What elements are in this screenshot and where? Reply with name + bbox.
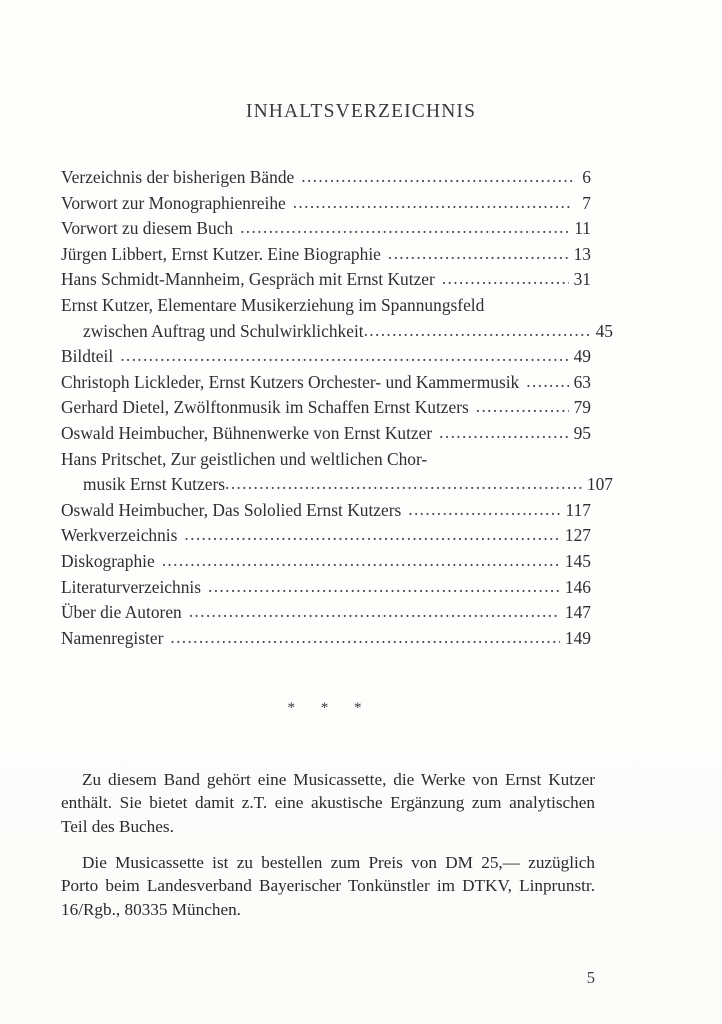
toc-entry-row <box>61 191 591 217</box>
dot-leader <box>208 574 560 600</box>
toc-entry-page-number: 11 <box>574 218 591 239</box>
toc-entry-row <box>61 165 591 191</box>
toc-entry-row <box>61 575 591 601</box>
page-title: INHALTSVERZEICHNIS <box>245 101 477 122</box>
toc-entry-title-line1: Ernst Kutzer, Elementare Musikerziehung im Spannungsfeld <box>61 294 485 315</box>
toc-entry-title: Bildteil <box>61 346 114 367</box>
toc-entry[interactable] <box>61 421 591 447</box>
toc-entry-row <box>61 421 591 447</box>
body-paragraph-2: Die Musicassette ist zu bestellen zum Preis von DM 25,— zuzüglich Porto beim Landesverband Bayerischer Tonkünstler im DTKV, Linprunstr. 16/Rgb., 80335 München. <box>61 853 595 919</box>
toc-entry-page-number: 45 <box>595 320 613 341</box>
toc-entry-title: Oswald Heimbucher, Das Sololied Ernst Kutzers <box>61 499 402 520</box>
toc-entry-row <box>61 395 591 421</box>
toc-entry-title: Diskographie <box>61 550 155 571</box>
toc-entry-title: Werkverzeichnis <box>61 525 178 546</box>
toc-entry-title: Vorwort zu diesem Buch <box>61 218 234 239</box>
dot-leader <box>189 599 560 625</box>
toc-entry[interactable] <box>61 293 613 344</box>
toc-entry-row <box>61 267 591 293</box>
toc-entry-title-line1: Hans Pritschet, Zur geistlichen und weltlichen Chor- <box>61 448 428 469</box>
toc-entry-row <box>61 523 591 549</box>
toc-entry-page-number: 6 <box>582 167 591 187</box>
toc-entry[interactable] <box>61 523 591 549</box>
toc-entry-title: Namenregister <box>61 627 164 648</box>
toc-entry[interactable] <box>61 370 591 396</box>
toc-entry-page-number: 107 <box>586 474 613 495</box>
toc-entry-page-number: 63 <box>573 371 591 392</box>
page-folio-number: 5 <box>586 968 595 987</box>
toc-entry-title-line2: musik Ernst Kutzers <box>83 474 226 495</box>
toc-entry-page-number: 49 <box>573 346 591 367</box>
dot-leader <box>184 522 559 548</box>
toc-entry-row <box>61 370 591 396</box>
table-of-contents <box>61 165 613 651</box>
section-separator: * * * <box>287 700 373 716</box>
toc-entry[interactable] <box>61 267 591 293</box>
toc-entry-row <box>61 216 591 242</box>
toc-entry-line2-row <box>61 472 613 498</box>
toc-entry[interactable] <box>61 216 591 242</box>
toc-entry[interactable] <box>61 549 591 575</box>
body-paragraph-1-block <box>61 768 595 838</box>
toc-entry[interactable] <box>61 600 591 626</box>
toc-entry[interactable] <box>61 165 591 191</box>
toc-entry-title: Oswald Heimbucher, Bühnenwerke von Ernst Kutzer <box>61 422 433 443</box>
dot-leader <box>293 190 572 216</box>
toc-entry-page-number: 7 <box>582 192 591 213</box>
dot-leader <box>526 369 568 395</box>
toc-entry-page-number: 127 <box>564 525 591 546</box>
dot-leader <box>170 625 560 651</box>
toc-entry-title: Über die Autoren <box>61 602 182 623</box>
dot-leader <box>240 215 569 241</box>
toc-entry[interactable] <box>61 575 591 601</box>
toc-entry[interactable] <box>61 395 591 421</box>
toc-entry-row <box>61 242 591 268</box>
toc-entry-page-number: 147 <box>564 602 591 623</box>
toc-entry-title: Hans Schmidt-Mannheim, Gespräch mit Ernst Kutzer <box>61 269 435 290</box>
toc-entry-row <box>61 498 591 524</box>
dot-leader <box>388 241 569 267</box>
toc-entry-title-line2: zwischen Auftrag und Schulwirklichkeit <box>83 320 364 341</box>
toc-entry[interactable] <box>61 191 591 217</box>
toc-entry-page-number: 31 <box>573 269 591 290</box>
dot-leader <box>120 343 568 369</box>
toc-entry-page-number: 146 <box>564 576 591 597</box>
body-paragraph-2-block <box>61 851 595 921</box>
dot-leader <box>442 266 569 292</box>
toc-entry-row <box>61 549 591 575</box>
dot-leader <box>225 471 582 497</box>
toc-entry-title: Christoph Lickleder, Ernst Kutzers Orchester- und Kammermusik <box>61 371 520 392</box>
toc-entry-title: Vorwort zur Monographienreihe <box>61 192 286 213</box>
toc-entry-row <box>61 344 591 370</box>
toc-entry-page-number: 95 <box>573 422 591 443</box>
toc-entry-page-number: 13 <box>573 243 591 264</box>
body-paragraph-1: Zu diesem Band gehört eine Musicassette, die Werke von Ernst Kutzer enthält. Sie bietet damit z.T. eine akustische Ergänzung zum analytischen Teil des Buches. <box>61 770 595 836</box>
toc-entry[interactable] <box>61 447 613 498</box>
toc-entry-page-number: 145 <box>564 550 591 571</box>
toc-entry-line2-row <box>61 319 613 345</box>
toc-entry[interactable] <box>61 344 591 370</box>
toc-entry-page-number: 79 <box>573 397 591 418</box>
toc-entry-title: Jürgen Libbert, Ernst Kutzer. Eine Biographie <box>61 243 381 264</box>
dot-leader <box>476 394 569 420</box>
toc-entry-title: Verzeichnis der bisherigen Bände <box>61 167 295 187</box>
toc-entry-title: Gerhard Dietel, Zwölftonmusik im Schaffen Ernst Kutzers <box>61 397 469 418</box>
toc-entry-page-number: 149 <box>564 627 591 648</box>
dot-leader <box>408 497 560 523</box>
toc-entry[interactable] <box>61 498 591 524</box>
toc-entry-row <box>61 626 591 652</box>
dot-leader <box>439 420 568 446</box>
toc-entry[interactable] <box>61 626 591 652</box>
toc-entry[interactable] <box>61 242 591 268</box>
toc-entry-row <box>61 600 591 626</box>
dot-leader <box>162 548 560 574</box>
toc-entry-title: Literaturverzeichnis <box>61 576 202 597</box>
toc-entry-page-number: 117 <box>565 499 591 520</box>
dot-leader <box>301 164 572 190</box>
dot-leader <box>364 318 591 344</box>
